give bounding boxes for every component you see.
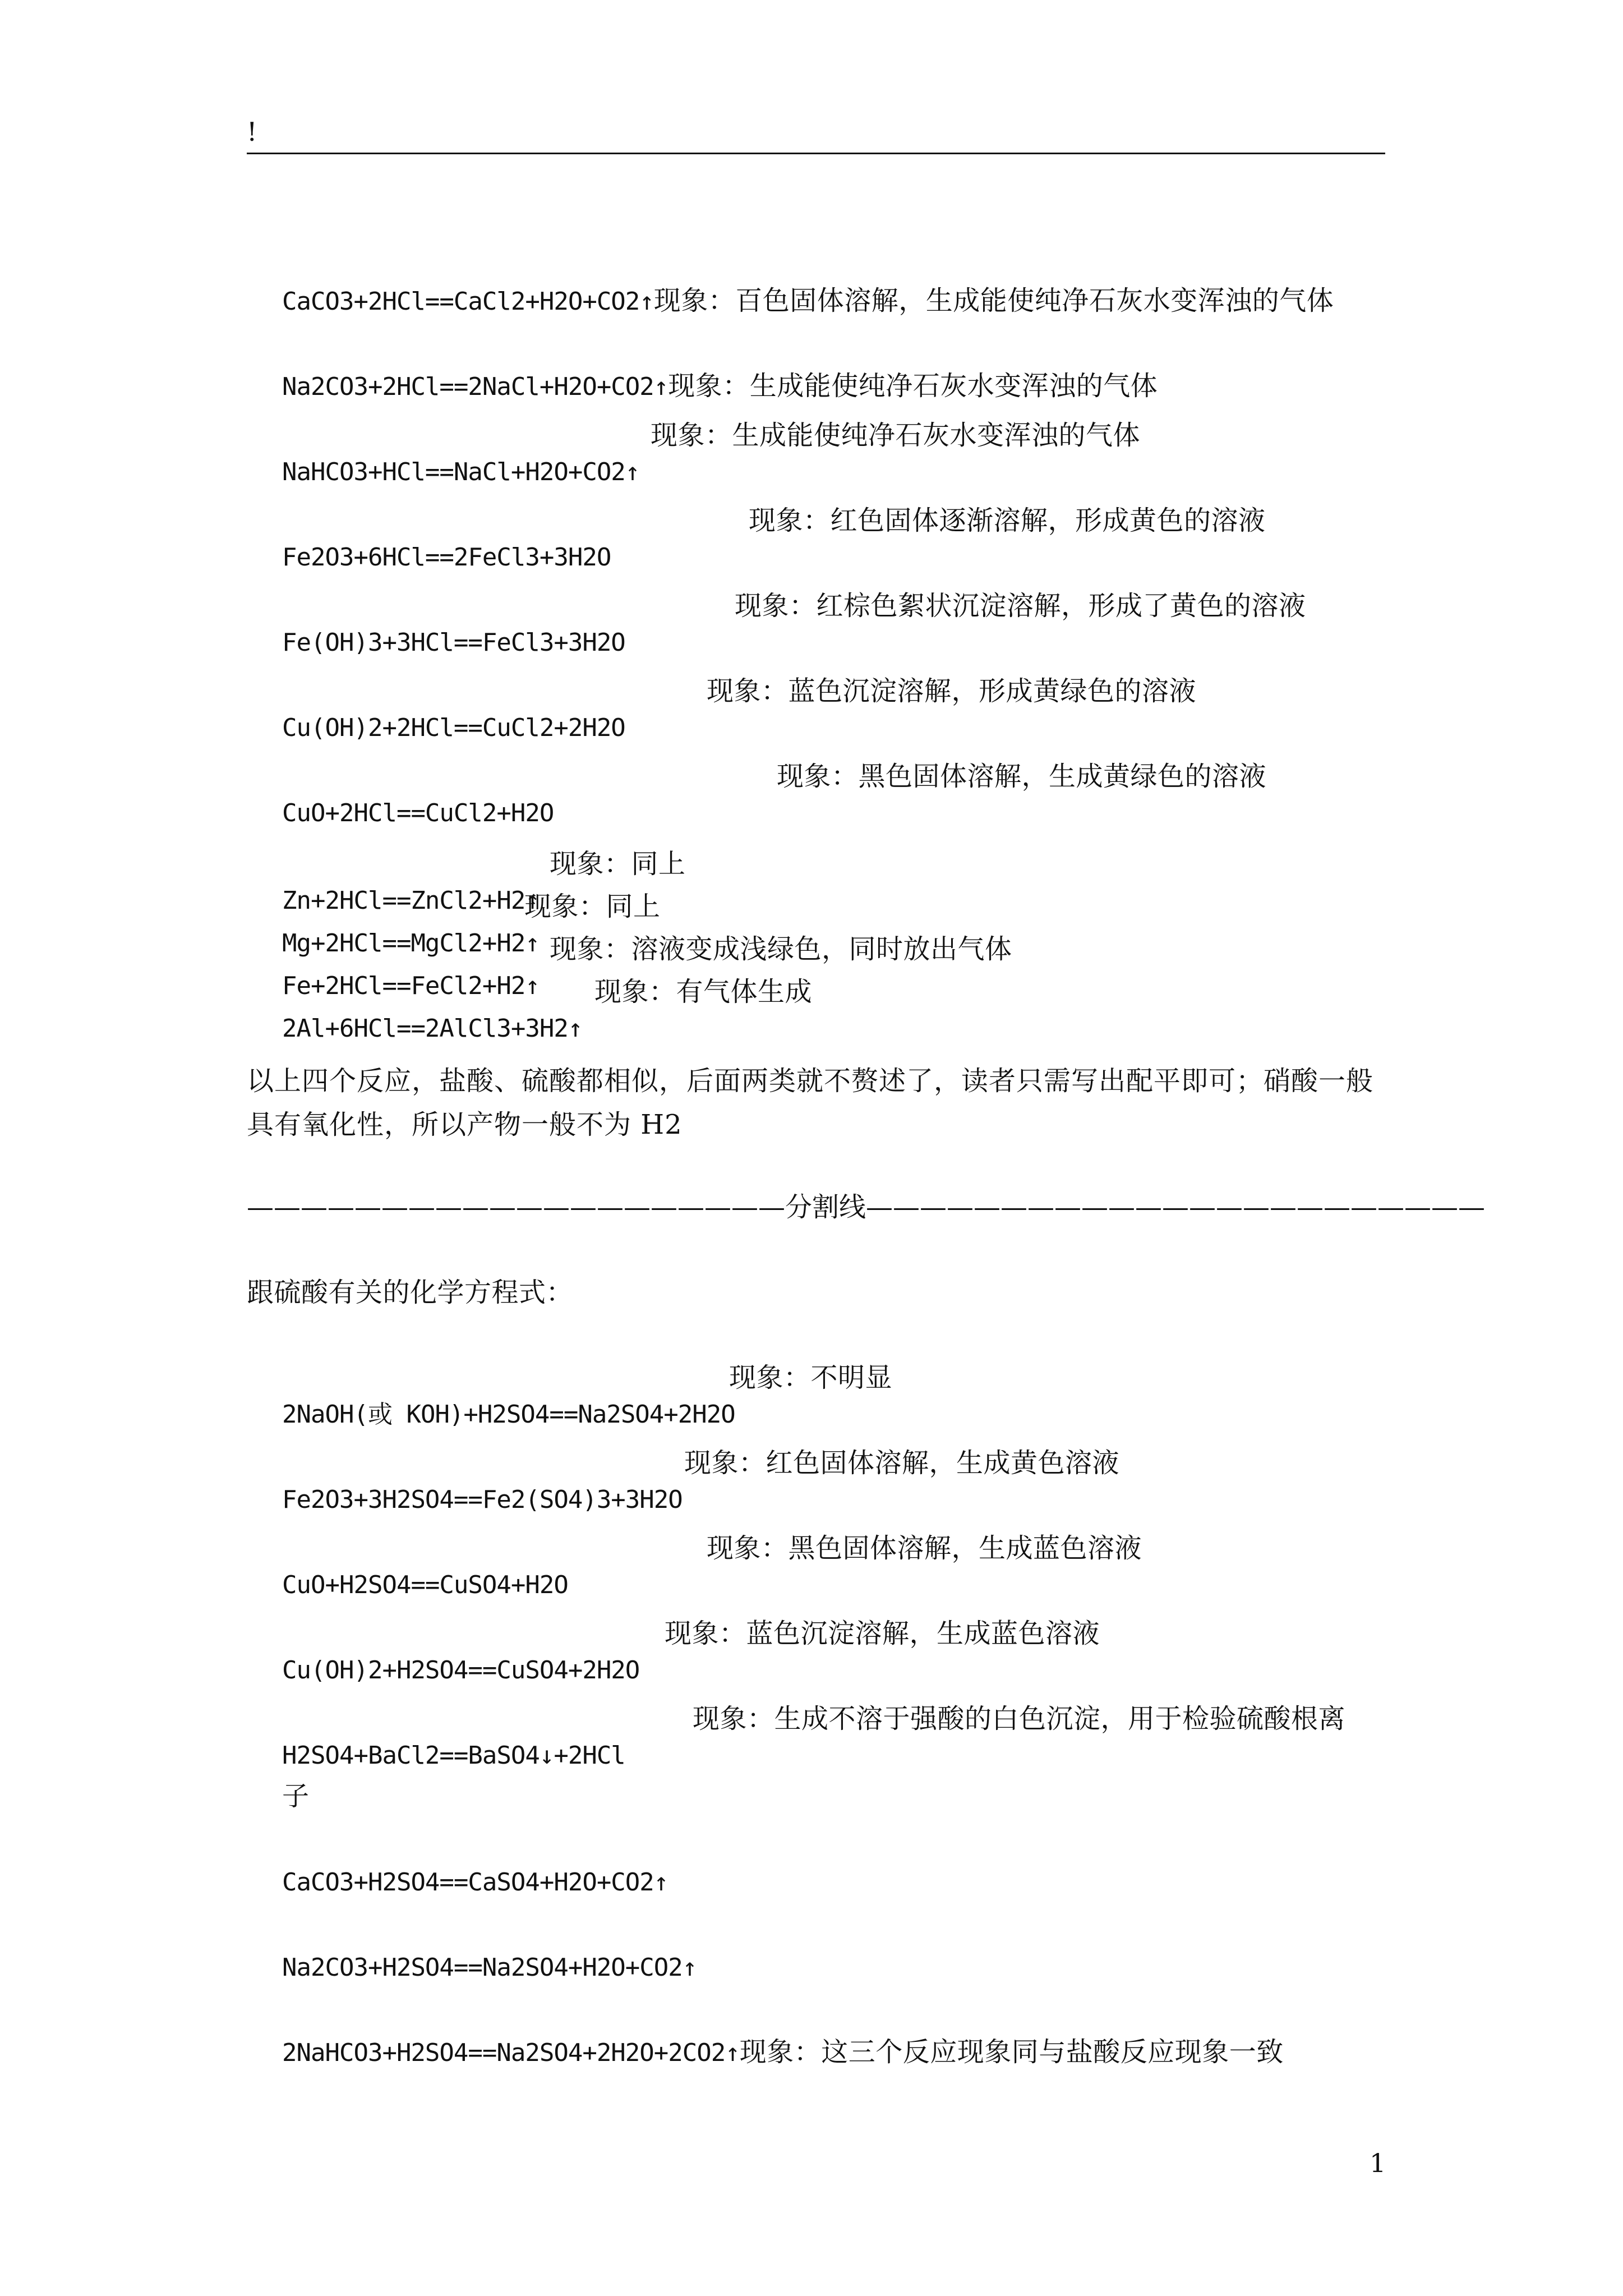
phenomenon-text: 现象：同上	[524, 891, 661, 922]
equation-text: NaHCO3+HCl==NaCl+H2O+CO2↑	[282, 458, 640, 486]
phenomenon-text: 现象：红色固体溶解，生成黄色溶液	[684, 1447, 1120, 1479]
phenomenon-text: 现象：红棕色絮状沉淀溶解，形成了黄色的溶液	[735, 590, 1306, 622]
equation-text: Fe2O3+6HCl==2FeCl3+3H2O	[282, 543, 611, 572]
equation-text: Na2CO3+2HCl==2NaCl+H2O+CO2↑	[282, 372, 668, 401]
equation-line	[247, 1998, 1391, 2107]
phenomenon-text: 现象：百色固体溶解，生成能使纯净石灰水变浑浊的气体	[653, 285, 1334, 316]
equation-text: CaCO3+2HCl==CaCl2+H2O+CO2↑	[282, 287, 654, 316]
equation-text: CaCO3+H2SO4==CaSO4+H2O+CO2↑	[282, 1868, 668, 1897]
phenomenon-text: 现象：溶液变成浅绿色，同时放出气体	[550, 933, 1012, 965]
equation-text: 2NaHCO3+H2SO4==Na2SO4+2H2O+2CO2↑	[282, 2039, 740, 2067]
phenomenon-text: 现象：蓝色沉淀溶解，形成黄绿色的溶液	[707, 675, 1197, 707]
equation-text: Na2CO3+H2SO4==Na2SO4+H2O+CO2↑	[282, 1953, 697, 1982]
equation-text: Cu(OH)2+2HCl==CuCl2+2H2O	[282, 714, 625, 742]
equation-text: Fe+2HCl==FeCl2+H2↑	[282, 972, 540, 1000]
phenomenon-text: 现象：黑色固体溶解，生成蓝色溶液	[707, 1533, 1142, 1564]
phenomenon-text: 现象：不明显	[729, 1362, 893, 1393]
header-mark: !	[247, 117, 257, 147]
phenomenon-text: 现象：黑色固体溶解，生成黄绿色的溶液	[777, 761, 1267, 792]
equation-text: CuO+2HCl==CuCl2+H2O	[282, 799, 554, 827]
equation-text: H2SO4+BaCl2==BaSO4↓+2HCl	[282, 1741, 625, 1770]
equation-text: Cu(OH)2+H2SO4==CuSO4+2H2O	[282, 1656, 640, 1685]
phenomenon-text: 现象：有气体生成	[594, 976, 813, 1007]
phenomenon-text: 现象：红色固体逐渐溶解，形成黄色的溶液	[749, 505, 1266, 536]
equation-text: Fe2O3+3H2SO4==Fe2(SO4)3+3H2O	[282, 1485, 683, 1514]
phenomenon-text: 现象：蓝色沉淀溶解，生成蓝色溶液	[665, 1618, 1100, 1649]
phenomenon-text: 现象：这三个反应现象同与盐酸反应现象一致	[739, 2036, 1284, 2068]
equation-text: Fe(OH)3+3HCl==FeCl3+3H2O	[282, 628, 625, 657]
page-number: 1	[1370, 2148, 1386, 2178]
note-paragraph: 以上四个反应，盐酸、硫酸都相似，后面两类就不赘述了，读者只需写出配平即可；硝酸一般具有氧化性，所以产物一般不为 H2	[247, 1065, 1374, 1140]
equation-text: Mg+2HCl==MgCl2+H2↑	[282, 929, 540, 958]
header-rule	[247, 153, 1385, 154]
phenomenon-text: 现象：生成不溶于强酸的白色沉淀，用于检验硫酸根离	[693, 1703, 1346, 1734]
equation-text: 2NaOH(或 KOH)+H2SO4==Na2SO4+2H2O	[282, 1400, 735, 1429]
phenomenon-text: 现象：生成能使纯净石灰水变浑浊的气体	[668, 370, 1158, 402]
section-divider: ————————————————————分割线———————————————————————	[247, 1191, 1486, 1223]
equation-text: CuO+H2SO4==CuSO4+H2O	[282, 1571, 568, 1599]
phenomenon-text: 现象：同上	[550, 848, 686, 880]
phenomenon-text: 子	[282, 1780, 310, 1812]
equation-text: Zn+2HCl==ZnCl2+H2↑	[282, 886, 540, 915]
section-heading: 跟硫酸有关的化学方程式：	[247, 1277, 574, 1308]
phenomenon-text: 现象：生成能使纯净石灰水变浑浊的气体	[651, 420, 1141, 451]
equation-text: 2Al+6HCl==2AlCl3+3H2↑	[282, 1014, 583, 1043]
